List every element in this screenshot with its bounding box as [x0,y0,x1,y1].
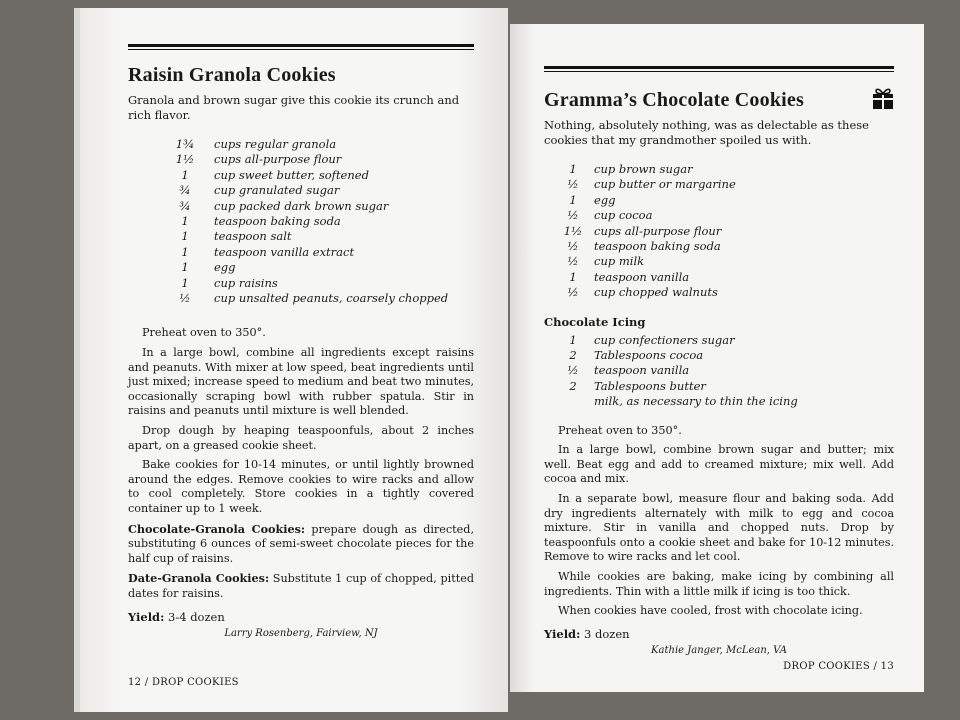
ingredient-item [170,260,474,275]
variation-paragraph [128,522,474,567]
ingredient-text: Tablespoons cocoa [594,348,704,363]
ingredient-item [170,168,474,183]
ingredient-text: cup unsalted peanuts, coarsely chopped [214,291,449,306]
ingredient-text: cup granulated sugar [214,183,340,198]
ingredient-text: egg [214,260,236,275]
ingredient-text: cups regular granola [214,137,337,151]
ingredient-list [560,162,894,301]
ingredient-qty [560,394,586,409]
ingredient-text: cups all-purpose flour [214,152,342,167]
ingredient-text: cups all-purpose flour [594,223,722,238]
ingredient-qty: 1 [569,332,577,347]
ingredient-item [560,270,894,285]
title-rule [128,44,474,47]
recipe-intro: Granola and brown sugar give this cookie its crunch and rich flavor. [128,93,460,122]
ingredient-text: teaspoon vanilla [594,363,690,378]
ingredient-text: milk, as necessary to thin the icing [594,394,798,409]
ingredient-item [170,276,474,291]
ingredient-item [170,137,474,152]
ingredient-text: cup milk [594,254,645,269]
step-paragraph: Drop dough by heaping teaspoonfuls, about 2 inches apart, on a greased cookie sheet. [128,424,474,452]
icing-title: Chocolate Icing [544,314,646,329]
step-paragraph: Preheat oven to 350°. [558,423,682,437]
ingredient-qty: 1 [181,229,189,244]
ingredient-text: cup confectioners sugar [594,332,735,347]
recipe-credit: Larry Rosenberg, Fairview, NJ [224,627,378,639]
page-footer: 12 / DROP COOKIES [128,677,239,688]
recipe-title: Gramma’s Chocolate Cookies [544,89,804,111]
icing-ingredient-list [560,333,894,410]
ingredient-qty: 2 [569,378,577,393]
ingredient-text: cup brown sugar [594,162,693,176]
recipe-credit: Kathie Janger, McLean, VA [651,644,787,656]
ingredient-qty: 1½ [175,152,195,167]
ingredient-text: teaspoon vanilla [594,269,690,284]
right-page [510,24,924,692]
ingredient-item [560,224,894,239]
ingredient-text: teaspoon salt [214,229,292,244]
yield-value: 3-4 dozen [164,609,225,624]
recipe-intro: Nothing, absolutely nothing, was as delectable as these cookies that my grandmother spoiled us with. [544,118,869,147]
variation-paragraph [128,571,474,601]
ingredient-text: cup sweet butter, softened [214,167,369,182]
ingredient-qty: 1 [181,275,189,290]
ingredient-text: Tablespoons butter [594,378,706,393]
ingredient-item [560,254,894,269]
ingredient-qty: ½ [179,291,191,306]
ingredient-item [560,177,894,192]
ingredient-qty: 2 [569,348,577,363]
ingredient-item [560,193,894,208]
recipe-title: Raisin Granola Cookies [128,64,336,86]
ingredient-item [170,245,474,260]
ingredient-list [170,137,474,306]
ingredient-text: cup raisins [214,275,278,290]
step-paragraph: In a large bowl, combine all ingredients except raisins and peanuts. With mixer at low speed, beat ingredients until just mixed; increase speed to medium and beat two minutes, occasionally scraping bowl with rubber spatula. Stir in raisins and peanuts until mixture is well blended. [128,346,474,418]
variation-name: Chocolate-Granola Cookies: [128,521,306,536]
ingredient-text: cup chopped walnuts [594,285,718,300]
page-footer: DROP COOKIES / 13 [783,661,894,672]
yield-label: Yield: [128,609,165,624]
ingredient-text: cup packed dark brown sugar [214,198,389,213]
recipe-yield [544,627,894,641]
yield-label: Yield: [544,626,581,641]
ingredient-qty: 1½ [563,223,583,238]
ingredient-qty: ½ [567,177,579,192]
variation-text: Substitute 1 cup of chopped, pitted dates for raisins. [128,572,474,600]
ingredient-item [170,291,474,306]
step-paragraph: In a separate bowl, measure flour and baking soda. Add dry ingredients alternately with milk to egg and cocoa mixture. Stir in vanilla and chopped nuts. Drop by teaspoonfuls onto a cookie sheet and bake for 10-12 minutes. Remove to wire racks and let cool. [544,492,894,564]
ingredient-item [560,208,894,223]
ingredient-qty: 1 [569,162,577,176]
ingredient-item [170,183,474,198]
ingredient-item [560,379,894,394]
ingredient-text: egg [594,192,616,207]
ingredient-item [560,162,894,177]
ingredient-item [560,239,894,254]
ingredient-item [170,152,474,167]
title-rule-thin [128,49,474,50]
left-page [80,8,508,712]
ingredient-qty: ½ [567,285,579,300]
title-rule-thin [544,71,894,72]
ingredient-item [170,229,474,244]
ingredient-item [560,348,894,363]
ingredient-qty: ½ [567,254,579,269]
ingredient-text: teaspoon baking soda [214,214,341,229]
ingredient-qty: 1 [181,260,189,275]
ingredient-item [560,394,894,409]
yield-value: 3 dozen [580,626,630,641]
variation-text: prepare dough as directed, substituting 6 ounces of semi-sweet chocolate pieces for the half cup of raisins. [128,522,475,565]
ingredient-qty: 1 [569,192,577,207]
ingredient-qty: 1 [569,269,577,284]
ingredient-item [560,333,894,348]
ingredient-item [170,199,474,214]
ingredient-item [560,285,894,300]
title-row [544,86,894,118]
step-paragraph: Bake cookies for 10-14 minutes, or until lightly browned around the edges. Remove cookies to wire racks and allow to cool completely. Store cookies in a tightly covered container up to 1 week. [128,458,474,515]
ingredient-qty: ½ [567,208,579,223]
ingredient-text: teaspoon vanilla extract [214,244,355,259]
ingredient-qty: ¾ [179,183,191,198]
variation-name: Date-Granola Cookies: [128,571,270,586]
ingredient-text: teaspoon baking soda [594,239,721,254]
gift-icon [872,86,894,110]
ingredient-item [170,214,474,229]
title-rule [544,66,894,69]
ingredient-item [560,363,894,378]
ingredient-qty: 1 [181,214,189,229]
recipe-yield [128,610,474,624]
ingredient-qty: ¾ [179,198,191,213]
step-paragraph: In a large bowl, combine brown sugar and butter; mix well. Beat egg and add to creamed mixture; mix well. Add cocoa and mix. [544,443,894,486]
step-paragraph: When cookies have cooled, frost with chocolate icing. [558,604,863,618]
ingredient-qty: 1¾ [175,137,195,151]
ingredient-text: cup butter or margarine [594,177,736,192]
ingredient-qty: 1 [181,244,189,259]
ingredient-qty: 1 [181,167,189,182]
ingredient-text: cup cocoa [594,208,653,223]
step-paragraph: Preheat oven to 350°. [142,326,266,340]
ingredient-qty: ½ [567,363,579,378]
ingredient-qty: ½ [567,239,579,254]
step-paragraph: While cookies are baking, make icing by combining all ingredients. Thin with a little milk if icing is too thick. [544,570,894,598]
